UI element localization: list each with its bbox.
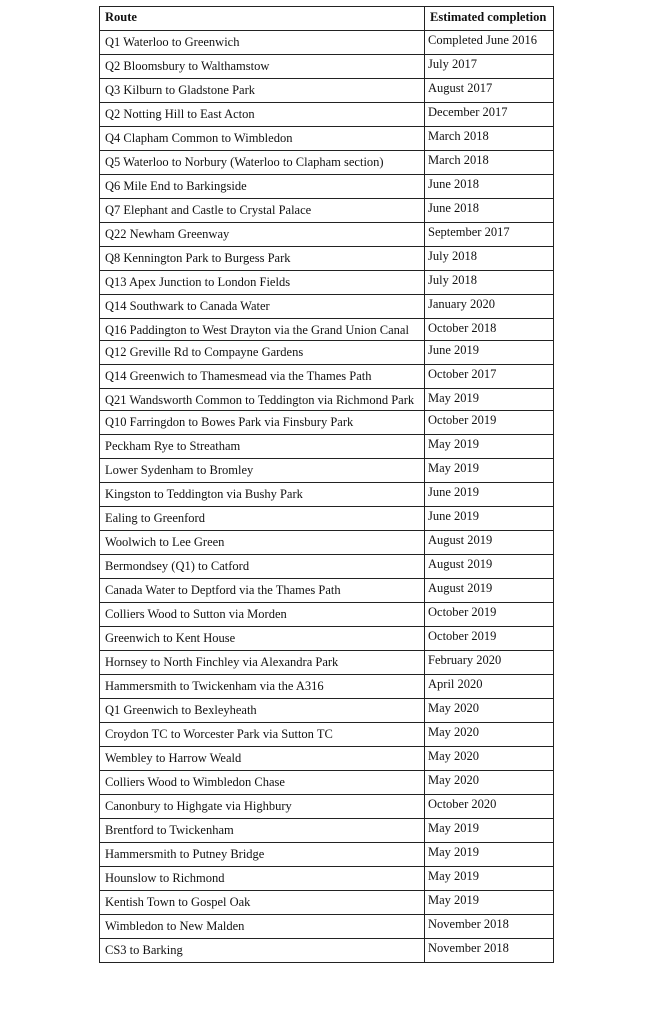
table-row: [100, 341, 554, 365]
completion-cell: October 2017: [425, 365, 554, 389]
route-cell: Kentish Town to Gospel Oak: [100, 891, 425, 915]
table-row: [100, 555, 554, 579]
route-cell: Canada Water to Deptford via the Thames Path: [100, 579, 425, 603]
table-row: [100, 411, 554, 435]
completion-cell: August 2017: [425, 79, 554, 103]
route-cell: Bermondsey (Q1) to Catford: [100, 555, 425, 579]
route-cell: Q2 Notting Hill to East Acton: [100, 103, 425, 127]
table-row: [100, 175, 554, 199]
route-cell: Croydon TC to Worcester Park via Sutton TC: [100, 723, 425, 747]
route-cell: Q14 Southwark to Canada Water: [100, 295, 425, 319]
completion-cell: May 2019: [425, 891, 554, 915]
route-cell: Q16 Paddington to West Drayton via the Grand Union Canal: [100, 319, 425, 341]
route-cell: Wembley to Harrow Weald: [100, 747, 425, 771]
table-row: [100, 723, 554, 747]
route-cell: Q7 Elephant and Castle to Crystal Palace: [100, 199, 425, 223]
table-row: [100, 435, 554, 459]
route-cell: Q13 Apex Junction to London Fields: [100, 271, 425, 295]
completion-cell: April 2020: [425, 675, 554, 699]
completion-cell: June 2019: [425, 507, 554, 531]
table-row: [100, 389, 554, 411]
route-cell: Q5 Waterloo to Norbury (Waterloo to Clapham section): [100, 151, 425, 175]
header-route: Route: [100, 7, 425, 31]
completion-cell: November 2018: [425, 939, 554, 963]
table-row: [100, 79, 554, 103]
table-row: [100, 199, 554, 223]
table-row: [100, 867, 554, 891]
table-body: [100, 31, 554, 963]
header-estimated-completion: Estimated completion: [425, 7, 554, 31]
route-cell: Q1 Waterloo to Greenwich: [100, 31, 425, 55]
route-cell: Q21 Wandsworth Common to Teddington via Richmond Park: [100, 389, 425, 411]
completion-cell: September 2017: [425, 223, 554, 247]
route-cell: Hounslow to Richmond: [100, 867, 425, 891]
table-row: [100, 151, 554, 175]
table-row: [100, 531, 554, 555]
table-row: [100, 365, 554, 389]
completion-cell: December 2017: [425, 103, 554, 127]
completion-cell: February 2020: [425, 651, 554, 675]
table-row: [100, 271, 554, 295]
route-cell: Q8 Kennington Park to Burgess Park: [100, 247, 425, 271]
route-cell: Q6 Mile End to Barkingside: [100, 175, 425, 199]
route-cell: Q10 Farringdon to Bowes Park via Finsbury Park: [100, 411, 425, 435]
route-cell: Q14 Greenwich to Thamesmead via the Thames Path: [100, 365, 425, 389]
table-row: [100, 31, 554, 55]
completion-cell: May 2020: [425, 699, 554, 723]
table-row: [100, 319, 554, 341]
completion-cell: May 2020: [425, 747, 554, 771]
table-row: [100, 295, 554, 319]
completion-cell: March 2018: [425, 127, 554, 151]
route-cell: Colliers Wood to Wimbledon Chase: [100, 771, 425, 795]
completion-cell: October 2019: [425, 627, 554, 651]
route-cell: Colliers Wood to Sutton via Morden: [100, 603, 425, 627]
route-cell: Peckham Rye to Streatham: [100, 435, 425, 459]
route-cell: Q12 Greville Rd to Compayne Gardens: [100, 341, 425, 365]
table-row: [100, 915, 554, 939]
route-cell: Ealing to Greenford: [100, 507, 425, 531]
route-cell: Greenwich to Kent House: [100, 627, 425, 651]
table-row: [100, 483, 554, 507]
completion-cell: March 2018: [425, 151, 554, 175]
completion-cell: November 2018: [425, 915, 554, 939]
route-completion-table-container: [99, 6, 553, 963]
completion-cell: Completed June 2016: [425, 31, 554, 55]
completion-cell: May 2019: [425, 459, 554, 483]
route-cell: Woolwich to Lee Green: [100, 531, 425, 555]
table-row: [100, 247, 554, 271]
table-row: [100, 651, 554, 675]
completion-cell: June 2019: [425, 483, 554, 507]
completion-cell: May 2020: [425, 723, 554, 747]
table-row: [100, 55, 554, 79]
route-cell: Q2 Bloomsbury to Walthamstow: [100, 55, 425, 79]
table-row: [100, 675, 554, 699]
table-row: [100, 747, 554, 771]
route-cell: Q4 Clapham Common to Wimbledon: [100, 127, 425, 151]
table-row: [100, 627, 554, 651]
route-cell: Hammersmith to Putney Bridge: [100, 843, 425, 867]
completion-cell: June 2018: [425, 175, 554, 199]
completion-cell: October 2019: [425, 603, 554, 627]
route-cell: Hornsey to North Finchley via Alexandra Park: [100, 651, 425, 675]
table-header-row: [100, 7, 554, 31]
route-cell: Kingston to Teddington via Bushy Park: [100, 483, 425, 507]
route-cell: Wimbledon to New Malden: [100, 915, 425, 939]
table-row: [100, 459, 554, 483]
route-cell: CS3 to Barking: [100, 939, 425, 963]
completion-cell: May 2019: [425, 819, 554, 843]
completion-cell: August 2019: [425, 579, 554, 603]
route-completion-table: [99, 6, 554, 963]
completion-cell: January 2020: [425, 295, 554, 319]
completion-cell: June 2019: [425, 341, 554, 365]
completion-cell: October 2019: [425, 411, 554, 435]
route-cell: Hammersmith to Twickenham via the A316: [100, 675, 425, 699]
completion-cell: October 2020: [425, 795, 554, 819]
table-row: [100, 223, 554, 247]
table-row: [100, 795, 554, 819]
table-row: [100, 603, 554, 627]
completion-cell: May 2019: [425, 389, 554, 411]
table-row: [100, 507, 554, 531]
completion-cell: June 2018: [425, 199, 554, 223]
table-row: [100, 771, 554, 795]
table-row: [100, 103, 554, 127]
completion-cell: May 2019: [425, 435, 554, 459]
completion-cell: October 2018: [425, 319, 554, 341]
route-cell: Canonbury to Highgate via Highbury: [100, 795, 425, 819]
completion-cell: May 2020: [425, 771, 554, 795]
completion-cell: July 2018: [425, 247, 554, 271]
table-row: [100, 127, 554, 151]
completion-cell: July 2018: [425, 271, 554, 295]
route-cell: Q22 Newham Greenway: [100, 223, 425, 247]
table-row: [100, 579, 554, 603]
completion-cell: August 2019: [425, 555, 554, 579]
table-row: [100, 699, 554, 723]
completion-cell: May 2019: [425, 843, 554, 867]
route-cell: Lower Sydenham to Bromley: [100, 459, 425, 483]
table-row: [100, 843, 554, 867]
route-cell: Q1 Greenwich to Bexleyheath: [100, 699, 425, 723]
table-row: [100, 819, 554, 843]
route-cell: Brentford to Twickenham: [100, 819, 425, 843]
completion-cell: July 2017: [425, 55, 554, 79]
table-row: [100, 891, 554, 915]
table-row: [100, 939, 554, 963]
completion-cell: May 2019: [425, 867, 554, 891]
completion-cell: August 2019: [425, 531, 554, 555]
route-cell: Q3 Kilburn to Gladstone Park: [100, 79, 425, 103]
